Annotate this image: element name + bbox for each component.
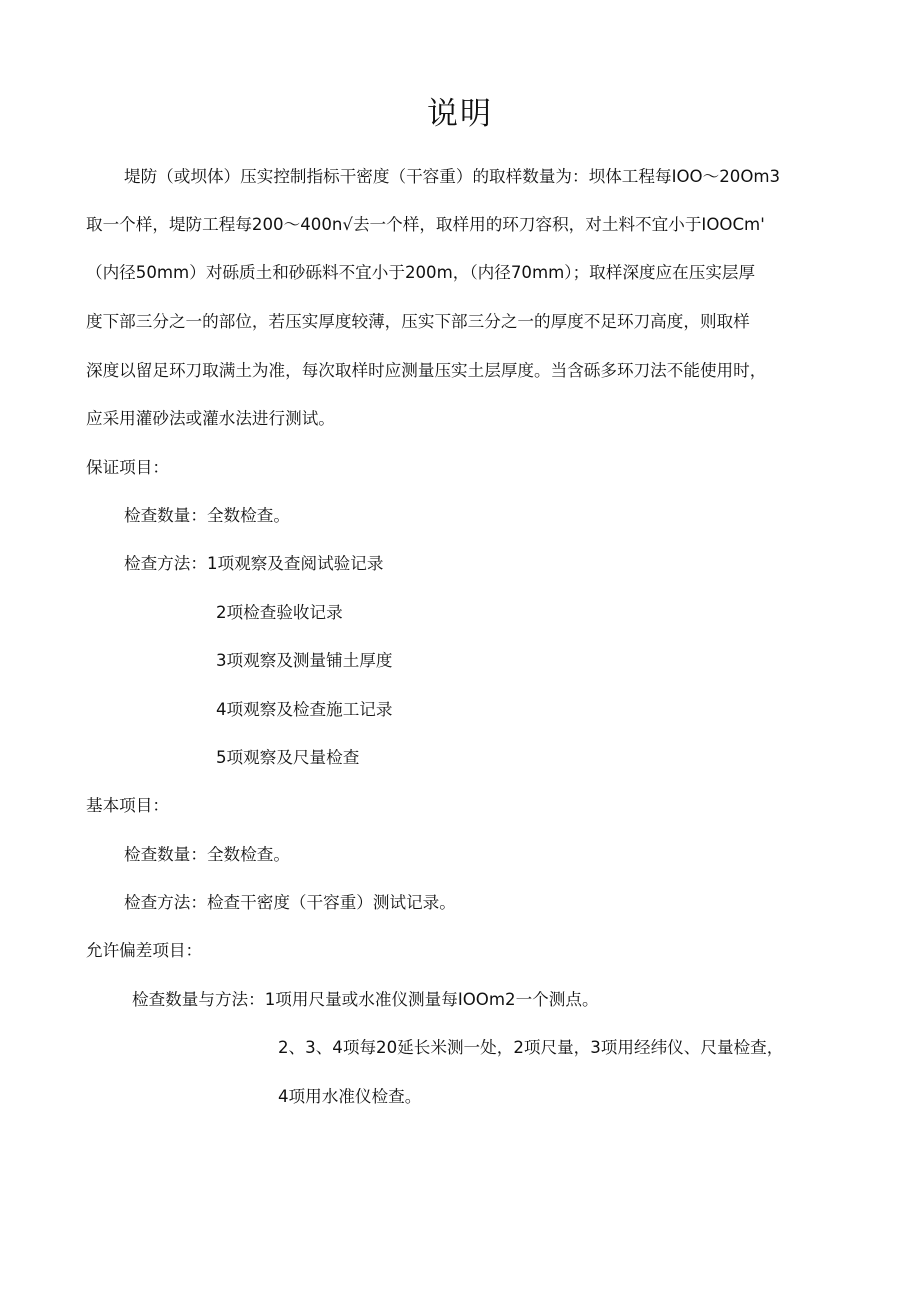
paragraph-line-1: 堤防（或坝体）压实控制指标干密度（干容重）的取样数量为：坝体工程每IOO～20Om3	[124, 167, 781, 186]
basic-heading: 基本项目：	[86, 796, 169, 815]
guarantee-method-item: 4项观察及检查施工记录	[216, 700, 393, 719]
paragraph-line-5: 深度以留足环刀取满土为准，每次取样时应测量压实土层厚度。当含砾多环刀法不能使用时，	[86, 361, 767, 380]
paragraph-line-2: 取一个样，堤防工程每200～400n√去一个样，取样用的环刀容积，对土料不宜小于IOOCm'	[86, 215, 765, 234]
paragraph-line-4: 度下部三分之一的部位，若压实厚度较薄，压实下部三分之一的厚度不足环刀高度，则取样	[86, 312, 750, 331]
guarantee-check-quantity: 检查数量：全数检查。	[124, 506, 290, 525]
tolerance-line-1: 检查数量与方法：1项用尺量或水准仪测量每IOOm2一个测点。	[132, 990, 599, 1009]
tolerance-line-2: 2、3、4项每20延长米测一处，2项尺量，3项用经纬仪、尺量检查，	[278, 1038, 784, 1057]
tolerance-heading: 允许偏差项目：	[86, 941, 203, 960]
guarantee-heading: 保证项目：	[86, 458, 169, 477]
guarantee-check-method: 检查方法：1项观察及查阅试验记录	[124, 554, 384, 573]
page-title: 说明	[427, 96, 493, 132]
paragraph-line-3: （内径50mm）对砾质土和砂砾料不宜小于200m，（内径70mm）；取样深度应在压实层厚	[86, 263, 756, 282]
paragraph-line-6: 应采用灌砂法或灌水法进行测试。	[86, 409, 335, 428]
guarantee-method-item: 5项观察及尺量检查	[216, 748, 360, 767]
basic-check-method: 检查方法：检查干密度（干容重）测试记录。	[124, 893, 456, 912]
tolerance-line-3: 4项用水准仪检查。	[278, 1087, 422, 1106]
guarantee-method-item: 2项检查验收记录	[216, 603, 343, 622]
guarantee-method-item: 3项观察及测量铺土厚度	[216, 651, 393, 670]
basic-check-quantity: 检查数量：全数检查。	[124, 845, 290, 864]
